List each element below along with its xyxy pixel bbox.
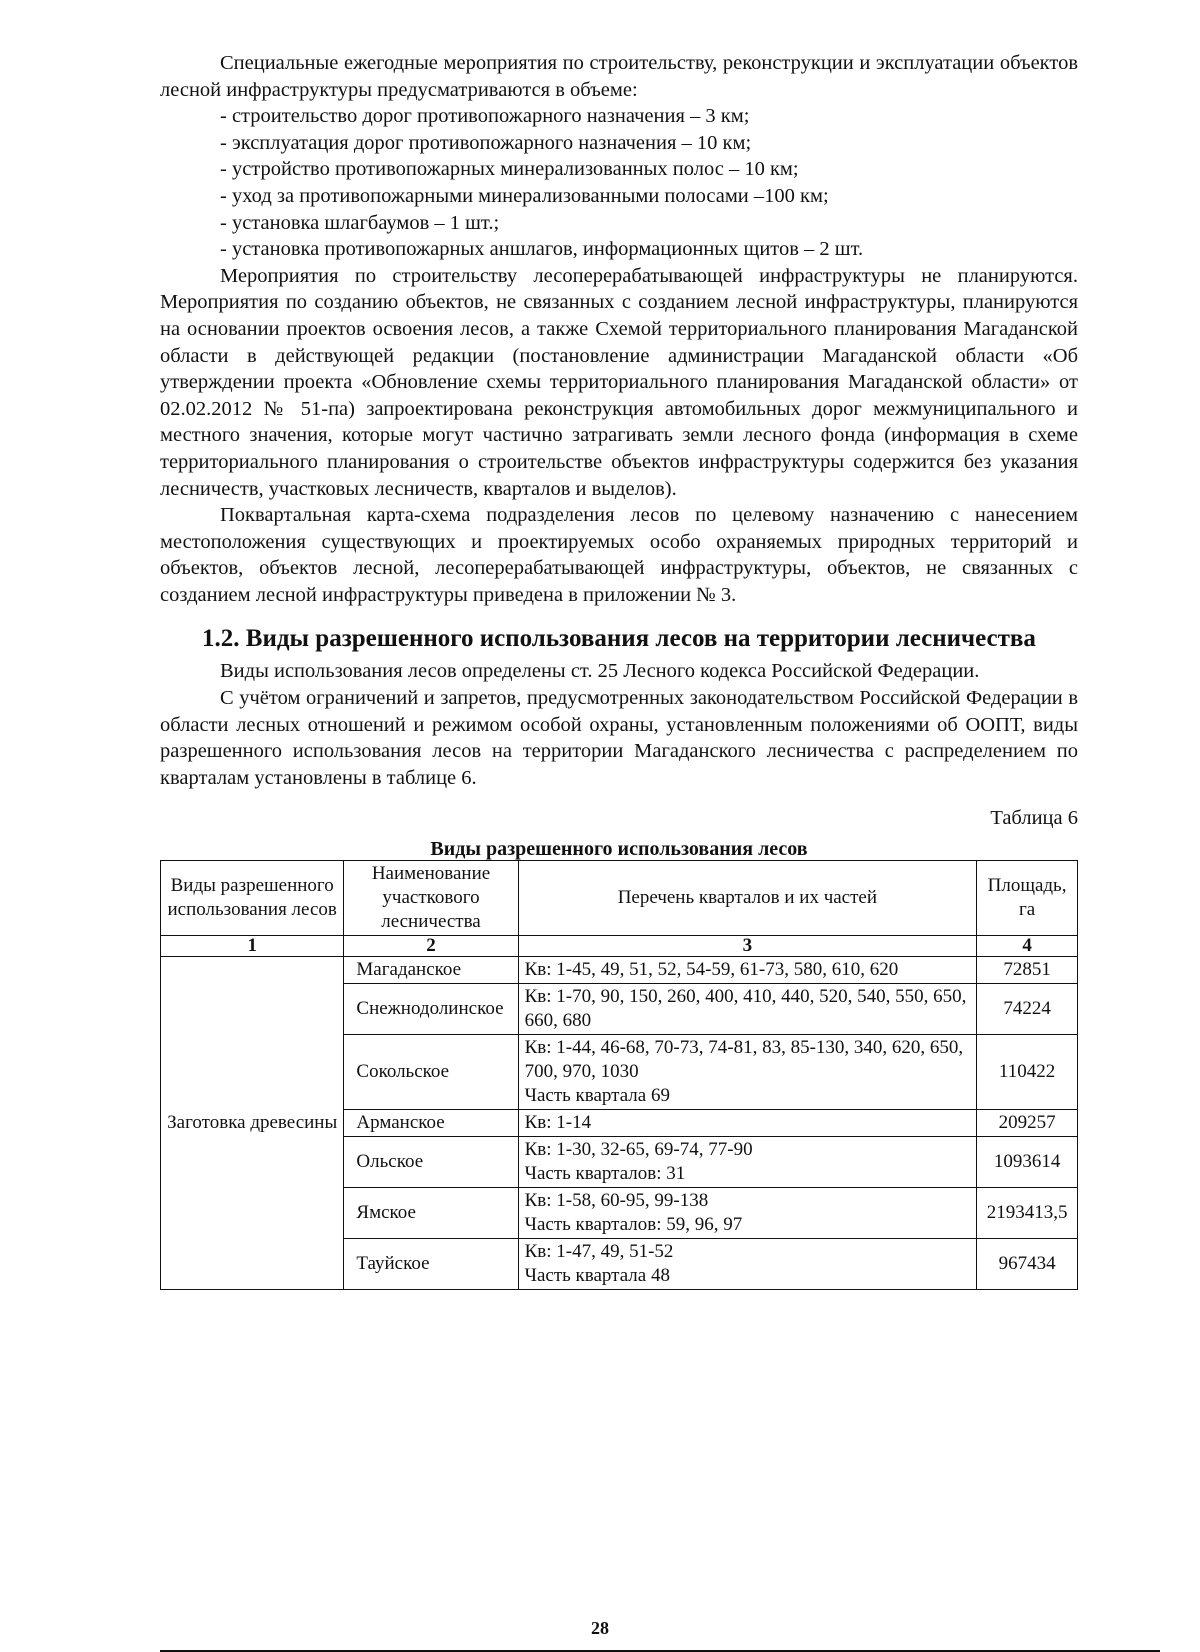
area-cell: 110422 xyxy=(977,1035,1078,1110)
list-item: - строительство дорог противопожарного назначения – 3 км; xyxy=(220,105,750,128)
header-use-type: Виды разрешенного использования лесов xyxy=(161,861,344,936)
quarters-line: Кв: 1-30, 32-65, 69-74, 77-90 xyxy=(524,1139,753,1161)
document-page xyxy=(160,50,1078,1290)
list-item: - устройство противопожарных минерализованных полос – 10 км; xyxy=(220,158,799,181)
quarters-line: Часть квартала 48 xyxy=(524,1265,670,1287)
quarters-cell xyxy=(518,957,977,984)
area-cell: 72851 xyxy=(977,957,1078,984)
table-caption: Таблица 6 xyxy=(990,807,1078,830)
quarters-line: Кв: 1-14 xyxy=(524,1112,592,1134)
section-title: 1.2. Виды разрешенного использования лесов на территории лесничества xyxy=(202,625,1036,653)
forestry-name-cell: Ольское xyxy=(344,1137,518,1188)
header-forestry-name: Наименование участкового лесничества xyxy=(344,861,518,936)
forestry-name-cell: Снежнодолинское xyxy=(344,984,518,1035)
list-item: - эксплуатация дорог противопожарного назначения – 10 км; xyxy=(220,131,752,154)
forestry-name-cell: Тауйское xyxy=(344,1239,518,1290)
forestry-name-cell: Магаданское xyxy=(344,957,518,984)
column-number: 4 xyxy=(977,936,1078,957)
section-paragraph-2: С учётом ограничений и запретов, предусмотренных законодательством Российской Федерации в области лесных отношений и режимом особой охраны, установленным положениями об ООПТ, виды разрешенного использования лесов на территории Магаданского лесничества с распределением по кварталам установлены в таблице 6. xyxy=(160,687,1078,789)
quarters-cell xyxy=(518,1035,977,1110)
list-item: - установка шлагбаумов – 1 шт.; xyxy=(220,211,500,234)
header-quarters: Перечень кварталов и их частей xyxy=(518,861,977,936)
column-number: 3 xyxy=(518,936,977,957)
list-item: - установка противопожарных аншлагов, информационных щитов – 2 шт. xyxy=(220,238,864,261)
quarters-line: Часть кварталов: 59, 96, 97 xyxy=(524,1214,743,1236)
column-number: 1 xyxy=(161,936,344,957)
quarters-line: Кв: 1-47, 49, 51-52 xyxy=(524,1241,674,1263)
column-number: 2 xyxy=(344,936,518,957)
area-cell: 74224 xyxy=(977,984,1078,1035)
quarters-cell xyxy=(518,1239,977,1290)
forestry-name-cell: Арманское xyxy=(344,1110,518,1137)
group-label-cell: Заготовка древесины xyxy=(161,957,344,1290)
quarters-cell xyxy=(518,1188,977,1239)
quarters-cell xyxy=(518,984,977,1035)
section-paragraph-1: Виды использования лесов определены ст. 25 Лесного кодекса Российской Федерации. xyxy=(220,660,980,683)
area-cell: 2193413,5 xyxy=(977,1188,1078,1239)
quarters-line: Кв: 1-58, 60-95, 99-138 xyxy=(524,1190,709,1212)
forestry-name-cell: Ямское xyxy=(344,1188,518,1239)
map-paragraph: Поквартальная карта-схема подразделения лесов по целевому назначению с нанесением местоположения существующих и проектируемых особо охраняемых природных территорий и объектов, объектов лесной, лесоперерабатывающей инфраструктуры, объектов, не связанных с созданием лесной инфраструктуры приведена в приложении № 3. xyxy=(160,504,1078,606)
table-column-numbers xyxy=(161,936,1078,957)
quarters-line: Кв: 1-70, 90, 150, 260, 400, 410, 440, 520, 540, 550, 650, 660, 680 xyxy=(524,986,967,1032)
area-cell: 967434 xyxy=(977,1239,1078,1290)
list-item: - уход за противопожарными минерализованными полосами –100 км; xyxy=(220,184,829,207)
intro-paragraph: Специальные ежегодные мероприятия по строительству, реконструкции и эксплуатации объектов лесной инфраструктуры предусматриваются в объеме: xyxy=(160,52,1078,101)
area-cell: 209257 xyxy=(977,1110,1078,1137)
page-number: 28 xyxy=(591,1618,609,1638)
table-row xyxy=(161,957,1078,984)
infrastructure-paragraph: Мероприятия по строительству лесоперерабатывающей инфраструктуры не планируются. Мероприятия по созданию объектов, не связанных с созданием лесной инфраструктуры, планируются на основании проектов освоения лесов, а также Схемой территориального планирования Магаданской области в действующей редакции (постановление администрации Магаданской области «Об утверждении проекта «Обновление схемы территориального планирования Магаданской области» от 02.02.2012 № 51-па) запроектирована реконструкция автомобильных дорог межмуниципального и местного значения, которые могут частично затрагивать земли лесного фонда (информация в схеме территориального планирования о строительстве объектов инфраструктуры содержится без указания лесничеств, участковых лесничеств, кварталов и выделов). xyxy=(160,264,1078,500)
quarters-line: Часть кварталов: 31 xyxy=(524,1163,686,1185)
quarters-line: Часть квартала 69 xyxy=(524,1085,670,1107)
quarters-cell xyxy=(518,1137,977,1188)
table-title: Виды разрешенного использования лесов xyxy=(430,838,808,861)
quarters-line: Кв: 1-45, 49, 51, 52, 54-59, 61-73, 580, 610, 620 xyxy=(524,959,899,981)
area-cell: 1093614 xyxy=(977,1137,1078,1188)
forestry-name-cell: Сокольское xyxy=(344,1035,518,1110)
table-header-row xyxy=(161,861,1078,936)
header-area: Площадь, га xyxy=(977,861,1078,936)
quarters-line: Кв: 1-44, 46-68, 70-73, 74-81, 83, 85-130, 340, 620, 650, 700, 970, 1030 xyxy=(524,1037,964,1083)
quarters-cell xyxy=(518,1110,977,1137)
forest-use-table xyxy=(160,860,1078,1290)
